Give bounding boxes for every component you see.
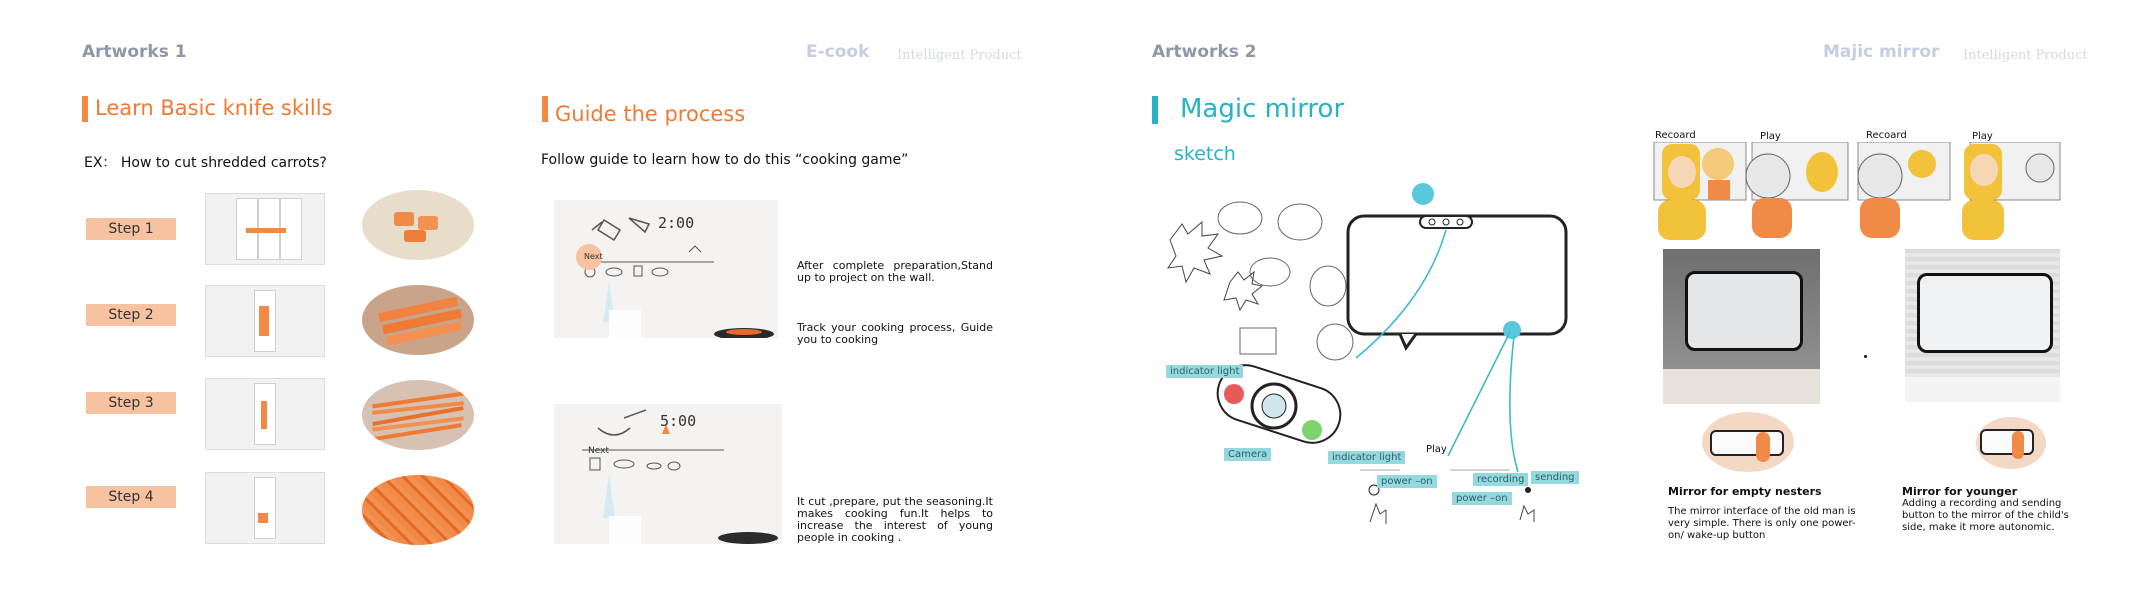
recording-storyboard [1652, 142, 2062, 242]
guide-paragraph-3: It cut ,prepare, put the seasoning.It makes cooking fun.It helps to increase the interest of young people in cooking . [797, 495, 993, 544]
tag-recording: recording [1473, 473, 1528, 486]
section-accent-bar [542, 96, 548, 122]
tag-power-on-1: power –on [1377, 475, 1437, 488]
carrot-photo-diced [362, 475, 474, 545]
mirror-photo-empty-nesters [1663, 249, 1820, 404]
sketch-play-label: Play [1426, 444, 1447, 455]
desc-empty-nesters: The mirror interface of the old man is very simple. There is only one power-on/ wake-up button [1668, 506, 1856, 541]
carrot-photo-sliced [362, 285, 474, 355]
desc-younger: Adding a recording and sending button to the mirror of the child's side, make it more autonomic. [1902, 498, 2069, 533]
sketch-label: sketch [1174, 143, 1236, 165]
mirror-photo-younger [1905, 249, 2060, 402]
caption-empty-nesters: Mirror for empty nesters [1668, 485, 1822, 498]
artworks1-header: Artworks 1 [82, 42, 187, 62]
next-label-2: Next [588, 446, 609, 456]
majic-mirror-project-label: Majic mirror [1823, 42, 1940, 62]
carrot-photo-whole [362, 190, 474, 260]
carrot-photo-shredded [362, 380, 474, 450]
caption-younger: Mirror for younger [1902, 485, 2018, 498]
section-accent-bar [82, 96, 88, 122]
section-title-guide-process: Guide the process [555, 102, 746, 126]
example-question: EX： How to cut shredded carrots? [84, 155, 327, 171]
intelligent-product-label: Intelligent Product [897, 48, 1022, 63]
step-1-diagram [205, 193, 325, 265]
ecook-project-label: E-cook [806, 42, 870, 62]
artworks2-header: Artworks 2 [1152, 42, 1257, 62]
record-button-closeup [1976, 417, 2046, 469]
next-label: Next [584, 252, 603, 261]
step-3-diagram [205, 378, 325, 450]
guide-intro: Follow guide to learn how to do this “cooking game” [541, 152, 909, 168]
tag-power-on-2: power –on [1452, 492, 1512, 505]
section-accent-bar-teal [1152, 96, 1158, 124]
tag-indicator-light-2: indicator light [1328, 451, 1405, 464]
step-label-4: Step 4 [86, 486, 176, 508]
frame-label-4: Play [1972, 131, 1993, 142]
timer-display-2: 5:00 [660, 412, 697, 430]
tag-indicator-light: indicator light [1166, 365, 1243, 378]
tag-camera: Camera [1224, 448, 1271, 461]
magic-mirror-title: Magic mirror [1180, 94, 1345, 124]
frame-label-2: Play [1760, 131, 1781, 142]
guide-paragraph-1: After complete preparation,Stand up to project on the wall. [797, 259, 993, 284]
intelligent-product-label-2: Intelligent Product [1963, 48, 2088, 63]
section-title-knife-skills: Learn Basic knife skills [95, 96, 333, 120]
frame-label-3: Recoard [1866, 130, 1907, 141]
separator-dot [1864, 355, 1867, 358]
projection-screen-2 [554, 404, 782, 544]
frame-label-1: Recoard [1655, 130, 1696, 141]
step-2-diagram [205, 285, 325, 357]
timer-display: 2:00 [658, 214, 695, 232]
step-label-2: Step 2 [86, 304, 176, 326]
step-label-1: Step 1 [86, 218, 176, 240]
tag-sending: sending [1531, 471, 1579, 484]
step-4-diagram [205, 472, 325, 544]
power-button-closeup [1702, 412, 1794, 472]
guide-paragraph-2: Track your cooking process, Guide you to cooking [797, 321, 993, 346]
projection-screen-1 [554, 200, 778, 338]
step-label-3: Step 3 [86, 392, 176, 414]
